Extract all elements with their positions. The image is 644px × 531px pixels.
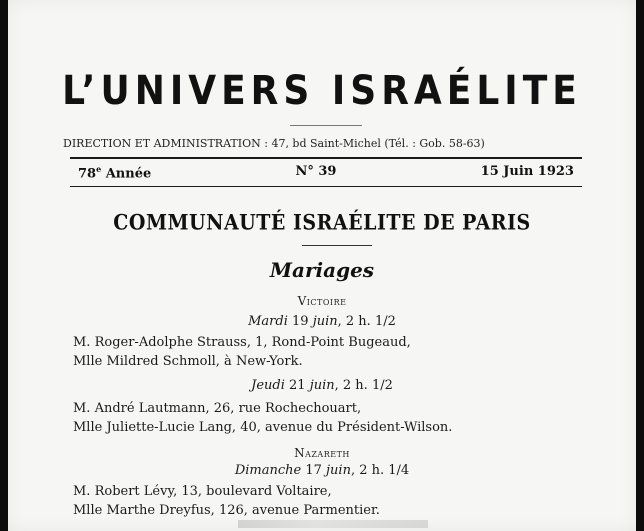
- ceremony-time: , 2 h. 1/2: [334, 378, 393, 393]
- ceremony-month: juin: [326, 463, 351, 478]
- groom-line: M. André Lautmann, 26, rue Rochechouart,: [73, 401, 362, 416]
- ceremony-month: juin: [312, 314, 338, 329]
- newspaper-masthead: L’UNIVERS ISRAÉLITE: [62, 68, 582, 114]
- heading-divider: [302, 245, 372, 246]
- section-title: Mariages: [269, 258, 375, 282]
- ceremony-date: 19: [287, 314, 313, 329]
- cut-off-text-line: [238, 520, 428, 528]
- ceremony-day: Mardi: [248, 314, 288, 329]
- bride-line: Mlle Marthe Dreyfus, 126, avenue Parmentier.: [73, 503, 380, 518]
- ceremony-date: 17: [301, 463, 327, 478]
- ceremony-time: , 2 h. 1/2: [337, 314, 396, 329]
- newspaper-page: [8, 0, 636, 531]
- ceremony-time: , 2 h. 1/4: [350, 463, 410, 478]
- ceremony-datetime: [8, 463, 636, 478]
- bride-line: Mlle Mildred Schmoll, à New-York.: [73, 354, 303, 369]
- header-rule-bottom: [70, 186, 582, 187]
- issue-year: [78, 164, 151, 181]
- issue-meta-row: [78, 164, 574, 181]
- groom-line: M. Roger-Adolphe Strauss, 1, Rond-Point Bugeaud,: [73, 335, 411, 350]
- ceremony-month: juin: [309, 378, 335, 393]
- temple-name: Victoire: [297, 294, 347, 308]
- masthead-divider: [290, 125, 362, 126]
- marriage-entry: [73, 482, 613, 520]
- direction-line: DIRECTION ET ADMINISTRATION : 47, bd Saint-Michel (Tél. : Gob. 58-63): [63, 137, 485, 150]
- year-label: Année: [101, 166, 152, 182]
- marriage-entry: [73, 399, 613, 437]
- issue-number: N° 39: [295, 164, 337, 179]
- issue-date: 15 Juin 1923: [480, 164, 574, 179]
- ceremony-datetime: [8, 314, 636, 329]
- ceremony-datetime: [8, 378, 636, 393]
- ceremony-day: Jeudi: [251, 378, 285, 393]
- ceremony-date: 21: [284, 378, 310, 393]
- ceremony-day: Dimanche: [234, 463, 302, 478]
- year-number: 78: [78, 166, 97, 182]
- bride-line: Mlle Juliette-Lucie Lang, 40, avenue du Président-Wilson.: [73, 420, 453, 435]
- temple-name: Nazareth: [294, 446, 350, 460]
- marriage-entry: [73, 333, 613, 371]
- header-rule-top: [70, 157, 582, 159]
- year-suffix: e: [96, 164, 102, 174]
- community-heading: COMMUNAUTÉ ISRAÉLITE DE PARIS: [113, 210, 531, 236]
- groom-line: M. Robert Lévy, 13, boulevard Voltaire,: [73, 484, 332, 499]
